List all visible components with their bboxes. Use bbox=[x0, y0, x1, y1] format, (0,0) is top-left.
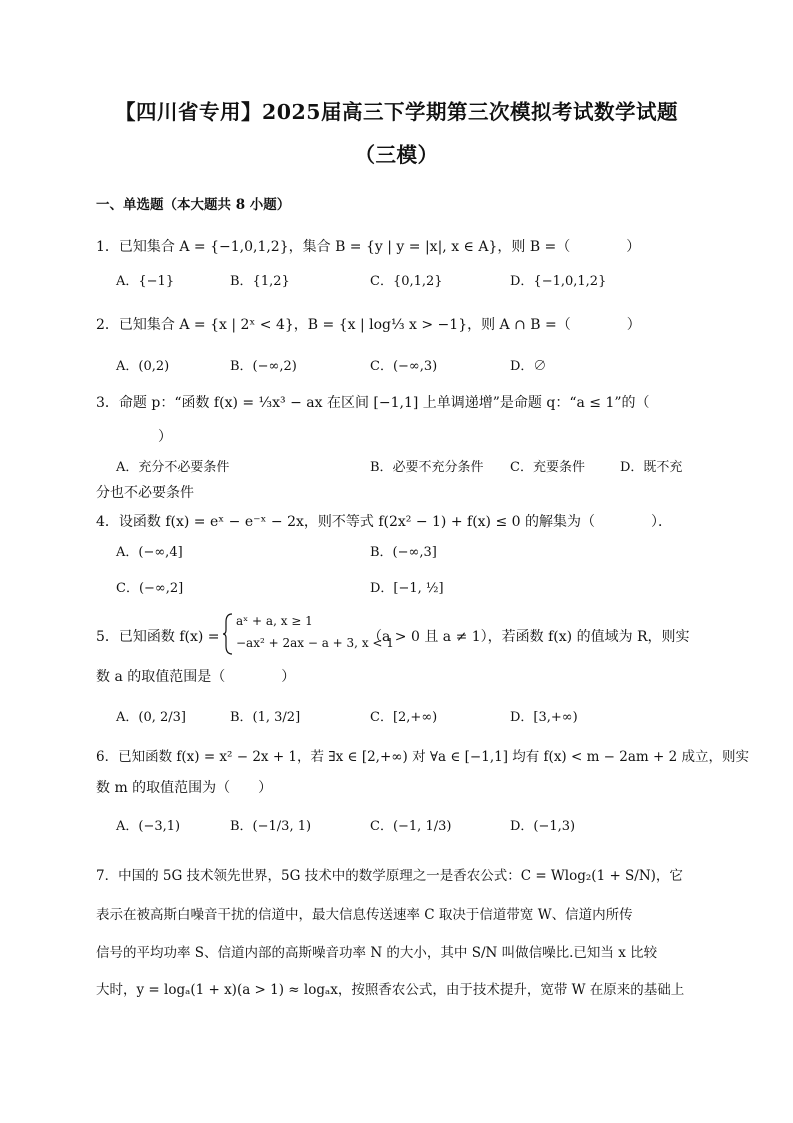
question-2-option-a: A．(0,2) bbox=[116, 359, 170, 374]
question-2-option-d: D．∅ bbox=[510, 359, 547, 374]
exam-subtitle: （三模） bbox=[354, 143, 439, 167]
exam-title: 【四川省专用】2025届高三下学期第三次模拟考试数学试题 bbox=[114, 100, 679, 124]
question-2-stem: 2．已知集合 A = {x | 2ˣ < 4}，B = {x | log⅓ x > −1}，则 A ∩ B =（ ） bbox=[96, 317, 641, 333]
question-5-option-a: A．(0, 2/3] bbox=[116, 710, 186, 725]
question-7-line-1: 7．中国的 5G 技术领先世界，5G 技术中的数学原理之一是香农公式：C = Wlog₂(1 + S/N)，它 bbox=[96, 868, 683, 884]
question-5-piece-2: −ax² + 2ax − a + 3, x < 1 bbox=[236, 636, 394, 650]
question-2-option-b: B．(−∞,2) bbox=[230, 359, 297, 374]
question-4-option-a: A．(−∞,4] bbox=[116, 545, 183, 560]
question-3-option-d: D．既不充 bbox=[620, 460, 683, 475]
question-5-option-d: D．[3,+∞) bbox=[510, 710, 578, 725]
question-5-option-c: C．[2,+∞) bbox=[370, 710, 438, 725]
question-7-line-3: 信号的平均功率 S、信道内部的高斯噪音功率 N 的大小，其中 S/N 叫做信噪比.已知当 x 比较 bbox=[96, 945, 658, 961]
question-5-stem-pre: 5．已知函数 f(x) = bbox=[96, 629, 220, 645]
question-7-line-4: 大时，y = logₐ(1 + x)(a > 1) ≈ logₐx，按照香农公式，由于技术提升，宽带 W 在原来的基础上 bbox=[96, 982, 685, 998]
question-3-stem: 3．命题 p：“函数 f(x) = ⅓x³ − ax 在区间 [−1,1] 上单调递增”是命题 q：“a ≤ 1”的（ bbox=[96, 395, 650, 411]
question-4-option-c: C．(−∞,2] bbox=[116, 581, 184, 596]
question-5-piece-1: aˣ + a, x ≥ 1 bbox=[236, 614, 313, 628]
question-2-option-c: C．(−∞,3) bbox=[370, 359, 438, 374]
question-1-option-a: A．{−1} bbox=[116, 274, 175, 289]
question-6-option-a: A．(−3,1) bbox=[116, 819, 181, 834]
question-5-option-b: B．(1, 3/2] bbox=[230, 710, 301, 725]
question-5-stem-cont: 数 a 的取值范围是（ ） bbox=[96, 669, 296, 685]
question-3-stem-cont: ） bbox=[130, 429, 172, 445]
piecewise-brace-icon bbox=[222, 612, 234, 656]
question-7-line-2: 表示在被高斯白噪音干扰的信道中，最大信息传送速率 C 取决于信道带宽 W、信道内所传 bbox=[96, 907, 633, 923]
question-4-stem: 4．设函数 f(x) = eˣ − e⁻ˣ − 2x，则不等式 f(2x² − 1) + f(x) ≤ 0 的解集为（ ）． bbox=[96, 514, 673, 530]
question-3-option-a: A．充分不必要条件 bbox=[116, 460, 230, 475]
question-6-option-b: B．(−1/3, 1) bbox=[230, 819, 312, 834]
question-1-option-b: B．{1,2} bbox=[230, 274, 290, 289]
question-6-option-d: D．(−1,3) bbox=[510, 819, 576, 834]
question-3-option-c: C．充要条件 bbox=[510, 460, 585, 475]
question-6-option-c: C．(−1, 1/3) bbox=[370, 819, 452, 834]
question-3-option-d-cont: 分也不必要条件 bbox=[96, 485, 194, 501]
question-6-stem-cont: 数 m 的取值范围为（ ） bbox=[96, 780, 273, 796]
question-5-stem-post: （a > 0 且 a ≠ 1），若函数 f(x) 的值域为 R，则实 bbox=[368, 629, 690, 645]
question-1-stem: 1．已知集合 A = {−1,0,1,2}，集合 B = {y | y = |x|, x ∈ A}，则 B =（ ） bbox=[96, 239, 641, 255]
question-4-option-b: B．(−∞,3] bbox=[370, 545, 437, 560]
question-3-option-b: B．必要不充分条件 bbox=[370, 460, 484, 475]
question-4-option-d: D．[−1, ½] bbox=[370, 581, 444, 596]
section-heading: 一、单选题（本大题共 8 小题） bbox=[96, 197, 291, 213]
question-1-option-d: D．{−1,0,1,2} bbox=[510, 274, 607, 289]
question-1-option-c: C．{0,1,2} bbox=[370, 274, 443, 289]
question-6-stem: 6．已知函数 f(x) = x² − 2x + 1，若 ∃x ∈ [2,+∞) 对 ∀a ∈ [−1,1] 均有 f(x) < m − 2am + 2 成立，则实 bbox=[96, 749, 749, 765]
